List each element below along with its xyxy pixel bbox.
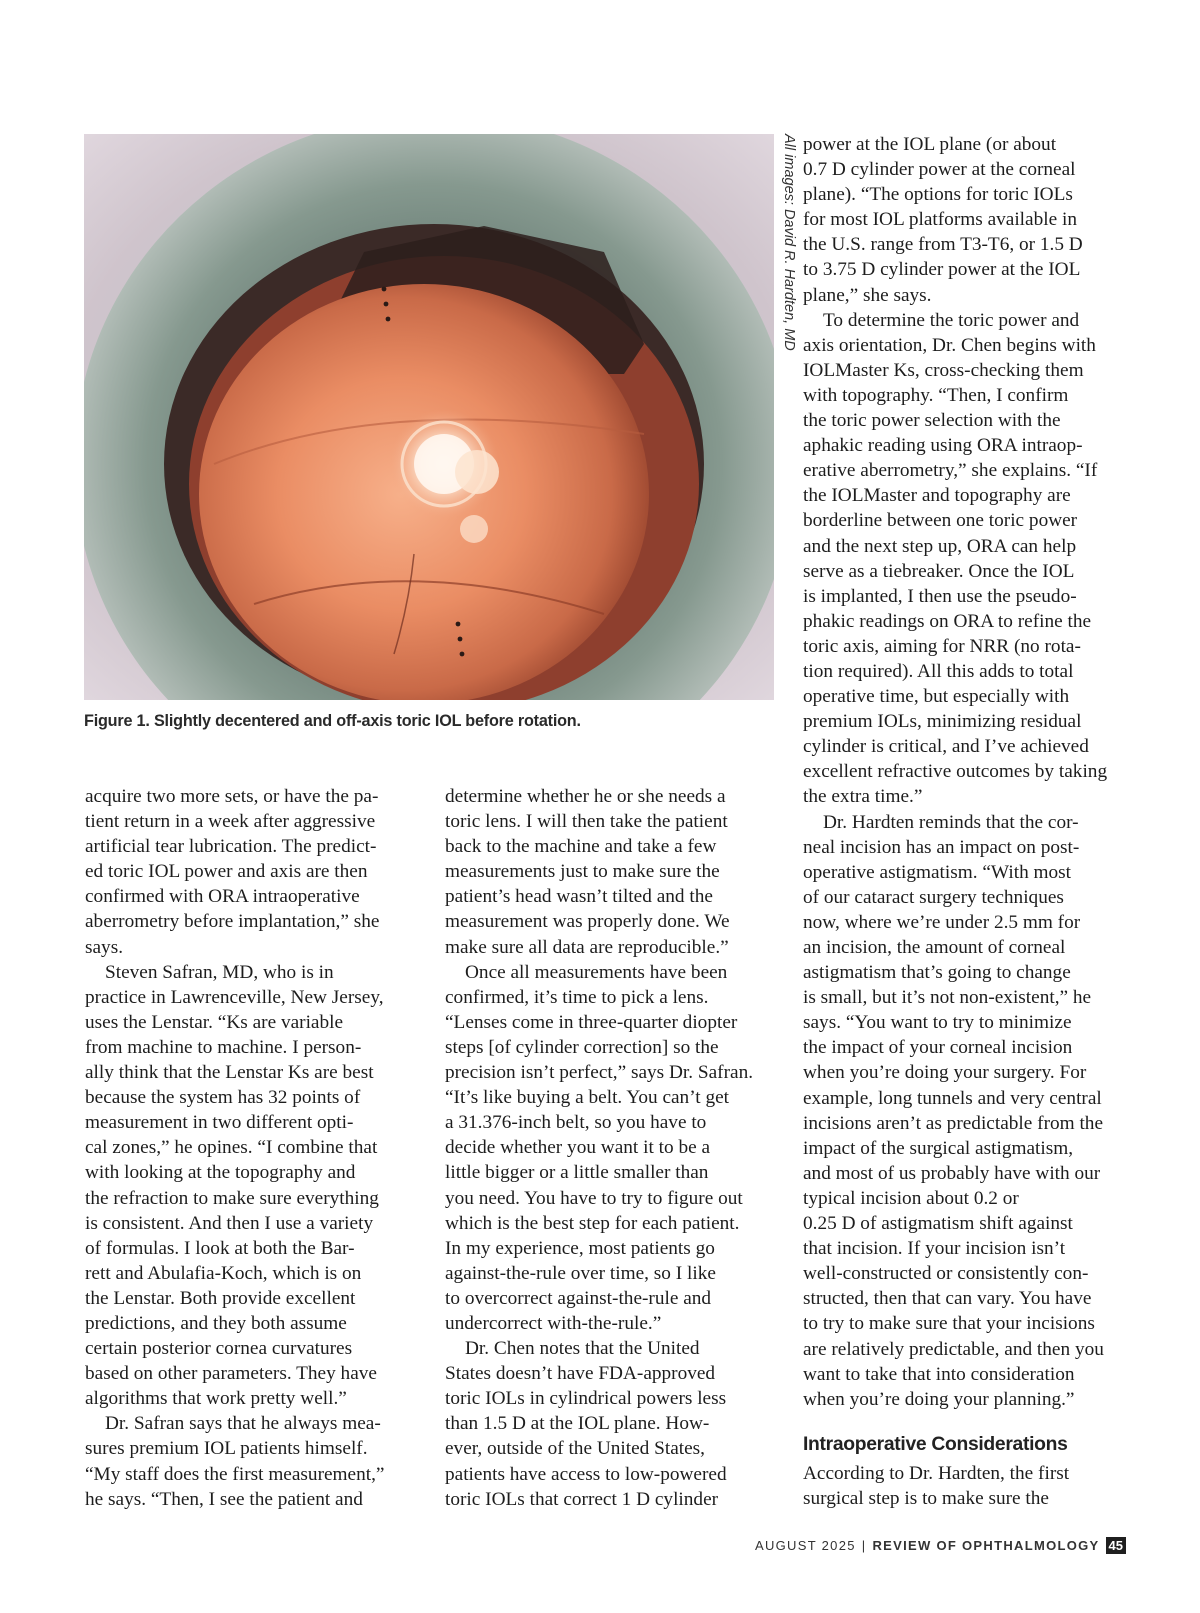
body-line: toric lens. I will then take the patient bbox=[445, 811, 728, 833]
body-line: incisions aren’t as predictable from the bbox=[803, 1112, 1104, 1134]
body-line: well-constructed or consistently con- bbox=[803, 1263, 1089, 1285]
body-line: to try to make sure that your incisions bbox=[803, 1313, 1095, 1335]
body-line: Once all measurements have been bbox=[465, 961, 728, 983]
body-line: an incision, the amount of corneal bbox=[803, 937, 1066, 958]
body-line: cylinder is critical, and I’ve achieved bbox=[803, 736, 1089, 758]
body-line: impact of the surgical astigmatism, bbox=[803, 1137, 1074, 1159]
figure-image-toric-iol bbox=[84, 134, 774, 700]
body-line: ed toric IOL power and axis are then bbox=[85, 861, 368, 883]
body-line: toric axis, aiming for NRR (no rota- bbox=[803, 635, 1081, 657]
body-line: is consistent. And then I use a variety bbox=[85, 1212, 374, 1234]
body-line: Dr. Chen notes that the United bbox=[465, 1338, 700, 1360]
body-line: with topography. “Then, I confirm bbox=[803, 384, 1069, 406]
body-line: to overcorrect against-the-rule and bbox=[445, 1287, 712, 1309]
body-line: 0.7 D cylinder power at the corneal bbox=[803, 159, 1076, 181]
body-line: against-the-rule over time, so I like bbox=[445, 1262, 716, 1284]
body-line: based on other parameters. They have bbox=[85, 1363, 377, 1385]
image-credit-text: All images: David R. Hardten, MD bbox=[781, 134, 797, 351]
body-line: is small, but it’s not non-existent,” he bbox=[803, 987, 1092, 1009]
body-line: operative astigmatism. “With most bbox=[803, 861, 1072, 883]
body-line: typical incision about 0.2 or bbox=[803, 1187, 1019, 1209]
body-line: says. bbox=[85, 936, 124, 958]
eye-photo bbox=[84, 134, 774, 700]
body-line: algorithms that work pretty well.” bbox=[85, 1388, 347, 1410]
body-line: and most of us probably have with our bbox=[803, 1162, 1101, 1184]
body-line: and the next step up, ORA can help bbox=[803, 535, 1077, 557]
body-line: when you’re doing your planning.” bbox=[803, 1388, 1075, 1410]
article-column-1 bbox=[85, 784, 410, 1512]
body-line: power at the IOL plane (or about bbox=[803, 134, 1057, 155]
body-line: confirmed, it’s time to pick a lens. bbox=[445, 986, 709, 1008]
body-line: you need. You have to try to figure out bbox=[445, 1187, 743, 1209]
body-line: “Lenses come in three-quarter diopter bbox=[445, 1011, 738, 1033]
body-line: steps [of cylinder correction] so the bbox=[445, 1036, 719, 1058]
body-line: cal zones,” he opines. “I combine that bbox=[85, 1137, 378, 1159]
body-line: operative time, but especially with bbox=[803, 686, 1070, 708]
body-line: erative aberrometry,” she explains. “If bbox=[803, 460, 1098, 482]
body-line: are relatively predictable, and then you bbox=[803, 1338, 1104, 1360]
body-line: toric IOLs in cylindrical powers less bbox=[445, 1388, 727, 1410]
body-line: the refraction to make sure everything bbox=[85, 1187, 379, 1209]
body-line: that incision. If your incision isn’t bbox=[803, 1238, 1066, 1260]
body-line: for most IOL platforms available in bbox=[803, 209, 1077, 231]
body-line: acquire two more sets, or have the pa- bbox=[85, 786, 379, 807]
body-line: little bigger or a little smaller than bbox=[445, 1162, 709, 1184]
body-line: the U.S. range from T3-T6, or 1.5 D bbox=[803, 234, 1083, 256]
body-line: back to the machine and take a few bbox=[445, 836, 717, 858]
body-line: surgical step is to make sure the bbox=[803, 1487, 1049, 1509]
body-line: patient’s head wasn’t tilted and the bbox=[445, 886, 713, 908]
body-line: plane,” she says. bbox=[803, 284, 932, 306]
body-line: “It’s like buying a belt. You can’t get bbox=[445, 1087, 730, 1109]
body-line: plane). “The options for toric IOLs bbox=[803, 184, 1073, 206]
body-line: confirmed with ORA intraoperative bbox=[85, 886, 360, 908]
body-line: decide whether you want it to be a bbox=[445, 1137, 711, 1159]
body-line: now, where we’re under 2.5 mm for bbox=[803, 911, 1081, 933]
figure-caption: Figure 1. Slightly decentered and off-axis toric IOL before rotation. bbox=[84, 712, 581, 730]
body-line: the impact of your corneal incision bbox=[803, 1037, 1073, 1059]
body-line: uses the Lenstar. “Ks are variable bbox=[85, 1011, 344, 1033]
page-number: 45 bbox=[1106, 1537, 1126, 1554]
body-line: “My staff does the first measurement,” bbox=[85, 1463, 385, 1485]
body-line: of our cataract surgery techniques bbox=[803, 886, 1064, 908]
publication-name: REVIEW OF OPHTHALMOLOGY bbox=[872, 1538, 1100, 1553]
issue-date: AUGUST 2025 bbox=[754, 1538, 856, 1553]
body-line: he says. “Then, I see the patient and bbox=[85, 1488, 363, 1510]
body-line: undercorrect with-the-rule.” bbox=[445, 1312, 662, 1334]
body-line: axis orientation, Dr. Chen begins with bbox=[803, 334, 1096, 356]
body-line: when you’re doing your surgery. For bbox=[803, 1062, 1087, 1084]
body-line: premium IOLs, minimizing residual bbox=[803, 711, 1082, 733]
body-line: ever, outside of the United States, bbox=[445, 1438, 705, 1460]
body-line: borderline between one toric power bbox=[803, 510, 1078, 532]
body-line: example, long tunnels and very central bbox=[803, 1087, 1102, 1109]
body-line: to 3.75 D cylinder power at the IOL bbox=[803, 259, 1081, 281]
body-line: phakic readings on ORA to refine the bbox=[803, 610, 1092, 632]
body-line: the Lenstar. Both provide excellent bbox=[85, 1287, 356, 1309]
body-line: measurement in two different opti- bbox=[85, 1112, 354, 1134]
body-line: excellent refractive outcomes by taking bbox=[803, 761, 1108, 783]
image-credit bbox=[780, 134, 800, 351]
body-line: is implanted, I then use the pseudo- bbox=[803, 585, 1077, 607]
body-line: make sure all data are reproducible.” bbox=[445, 936, 729, 958]
body-line: measurement was properly done. We bbox=[445, 911, 730, 933]
body-line: tient return in a week after aggressive bbox=[85, 811, 376, 833]
body-line: serve as a tiebreaker. Once the IOL bbox=[803, 560, 1075, 582]
section-subheading: Intraoperative Considerations bbox=[803, 1433, 1068, 1455]
body-line: aberrometry before implantation,” she bbox=[85, 911, 380, 933]
body-line: sures premium IOL patients himself. bbox=[85, 1438, 368, 1460]
body-line: says. “You want to try to minimize bbox=[803, 1012, 1072, 1034]
body-line: artificial tear lubrication. The predict- bbox=[85, 836, 377, 858]
body-line: toric IOLs that correct 1 D cylinder bbox=[445, 1488, 719, 1510]
body-line: because the system has 32 points of bbox=[85, 1087, 361, 1109]
body-line: the toric power selection with the bbox=[803, 410, 1061, 432]
body-line: want to take that into consideration bbox=[803, 1363, 1075, 1385]
body-line: tion required). All this adds to total bbox=[803, 660, 1074, 682]
body-line: a 31.376-inch belt, so you have to bbox=[445, 1112, 707, 1134]
body-line: which is the best step for each patient. bbox=[445, 1212, 740, 1234]
body-line: with looking at the topography and bbox=[85, 1162, 356, 1184]
body-line: rett and Abulafia-Koch, which is on bbox=[85, 1262, 362, 1284]
page-footer bbox=[755, 1537, 1126, 1554]
body-line: 0.25 D of astigmatism shift against bbox=[803, 1213, 1073, 1235]
body-line: precision isn’t perfect,” says Dr. Safran. bbox=[445, 1062, 754, 1084]
body-line: IOLMaster Ks, cross-checking them bbox=[803, 359, 1084, 381]
body-line: According to Dr. Hardten, the first bbox=[803, 1462, 1070, 1484]
body-line: than 1.5 D at the IOL plane. How- bbox=[445, 1413, 710, 1435]
body-line: States doesn’t have FDA-approved bbox=[445, 1363, 716, 1385]
body-line: from machine to machine. I person- bbox=[85, 1036, 362, 1058]
article-column-3 bbox=[803, 132, 1133, 1511]
body-line: measurements just to make sure the bbox=[445, 861, 720, 883]
body-line: Steven Safran, MD, who is in bbox=[105, 961, 334, 983]
body-line: patients have access to low-powered bbox=[445, 1463, 727, 1485]
body-line: In my experience, most patients go bbox=[445, 1237, 715, 1259]
footer-separator: | bbox=[861, 1538, 867, 1553]
body-line: structed, then that can vary. You have bbox=[803, 1288, 1092, 1310]
body-line: ally think that the Lenstar Ks are best bbox=[85, 1062, 374, 1084]
body-line: the IOLMaster and topography are bbox=[803, 485, 1071, 507]
body-line: aphakic reading using ORA intraop- bbox=[803, 435, 1083, 457]
body-line: Dr. Hardten reminds that the cor- bbox=[823, 811, 1079, 833]
body-line: predictions, and they both assume bbox=[85, 1312, 347, 1334]
body-line: of formulas. I look at both the Bar- bbox=[85, 1237, 355, 1259]
body-line: certain posterior cornea curvatures bbox=[85, 1338, 353, 1360]
body-line: practice in Lawrenceville, New Jersey, bbox=[85, 986, 384, 1008]
article-column-2 bbox=[445, 784, 770, 1512]
body-line: determine whether he or she needs a bbox=[445, 786, 726, 807]
body-line: To determine the toric power and bbox=[823, 309, 1080, 331]
body-line: the extra time.” bbox=[803, 786, 923, 808]
body-line: Dr. Safran says that he always mea- bbox=[105, 1413, 381, 1435]
body-line: astigmatism that’s going to change bbox=[803, 962, 1071, 984]
body-line: neal incision has an impact on post- bbox=[803, 836, 1080, 858]
